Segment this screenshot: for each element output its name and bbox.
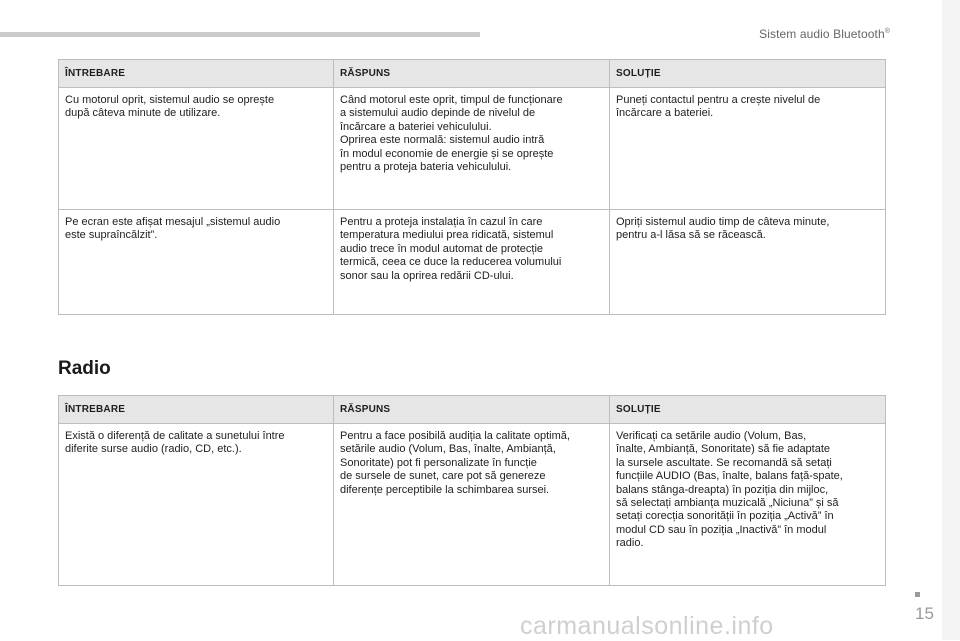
question-cell: Pe ecran este afișat mesajul „sistemul audio este supraîncălzit”. (59, 210, 334, 315)
section-title-radio: Radio (58, 358, 111, 379)
answer-cell: Pentru a face posibilă audiția la calitate optimă, setările audio (Volum, Bas, înalte, Ambianță, Sonoritate) pot fi personalizate în funcție de sursele de sunet, care pot să genereze diferențe perceptibile la schimbarea sursei. (334, 424, 610, 586)
question-cell: Cu motorul oprit, sistemul audio se oprește după câteva minute de utilizare. (59, 88, 334, 210)
table-row (59, 424, 886, 586)
page-number: 15 (915, 604, 934, 623)
question-cell: Există o diferență de calitate a sunetului între diferite surse audio (radio, CD, etc.). (59, 424, 334, 586)
header-question: ÎNTREBARE (59, 60, 334, 88)
solution-cell: Verificați ca setările audio (Volum, Bas, înalte, Ambianță, Sonoritate) să fie adaptate la sursele ascultate. Se recomandă să setați funcțiile AUDIO (Bas, înalte, balans față-spate, balans stânga-dreapta) în poziția din mijloc, să selectați ambianța muzicală „Niciuna” și să setați corecția sonorității în poziția „Activă” în modul CD sau în poziția „Inactivă” în modul radio. (610, 424, 886, 586)
header-solution: SOLUȚIE (610, 396, 886, 424)
table-row (59, 210, 886, 315)
troubleshooting-table-general (58, 59, 886, 315)
answer-cell: Pentru a proteja instalația în cazul în care temperatura mediului prea ridicată, sistemul audio trece în modul automat de protecție termică, ceea ce duce la reducerea volumului sonor sau la oprirea redării CD-ului. (334, 210, 610, 315)
running-header (759, 27, 890, 41)
watermark-text: carmanualsonline.info (520, 612, 774, 640)
header-answer: RĂSPUNS (334, 396, 610, 424)
page-edge-stripe (942, 0, 960, 640)
header-rule (0, 32, 480, 37)
footer-marker (915, 592, 920, 597)
running-header-title: Sistem audio Bluetooth (759, 27, 885, 41)
solution-cell: Opriți sistemul audio timp de câteva minute, pentru a-l lăsa să se răcească. (610, 210, 886, 315)
table-header-row (59, 396, 886, 424)
answer-cell: Când motorul este oprit, timpul de funcționare a sistemului audio depinde de nivelul de încărcare a bateriei vehiculului. Oprirea este normală: sistemul audio intră în modul economie de energie și se oprește pentru a proteja bateria vehiculului. (334, 88, 610, 210)
header-solution: SOLUȚIE (610, 60, 886, 88)
table-row (59, 88, 886, 210)
header-question: ÎNTREBARE (59, 396, 334, 424)
troubleshooting-table-radio (58, 395, 886, 586)
table-header-row (59, 60, 886, 88)
header-answer: RĂSPUNS (334, 60, 610, 88)
solution-cell: Puneți contactul pentru a crește nivelul de încărcare a bateriei. (610, 88, 886, 210)
registered-mark: ® (884, 28, 890, 35)
